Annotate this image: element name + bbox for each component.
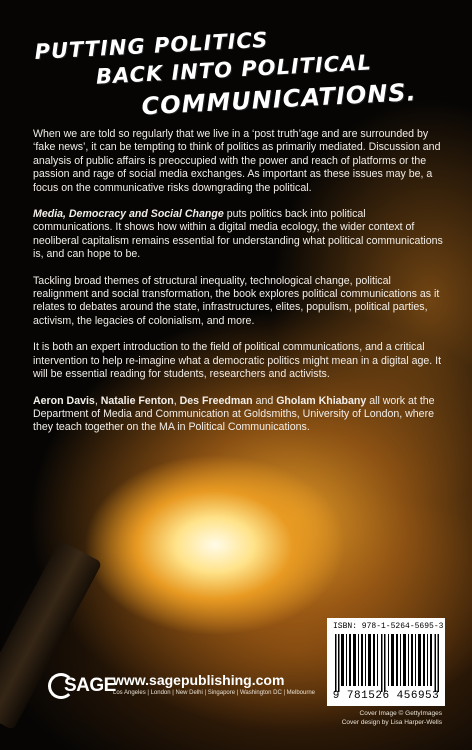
cover-credits (342, 709, 442, 727)
author-3: Des Freedman (179, 394, 253, 407)
sage-logo-text: SAGE (64, 675, 116, 696)
authors-bio: all work at the Department of Media and Communication at Goldsmiths, University of London, where they teach together on the MA in Political Communications. (33, 394, 435, 434)
blurb-paragraph-2-text: puts politics back into political communications. It shows how within a digital media ecology, the wider context of neoliberal capitalism remains essential for understanding what political communications is, and can hope to be. (33, 208, 443, 261)
isbn-label: ISBN: 978-1-5264-5695-3 (333, 622, 444, 631)
blurb-paragraph-5 (33, 395, 443, 435)
headline-line-2: BACK INTO POLITICAL (95, 50, 373, 89)
blurb-paragraph-4: It is both an expert introduction to the field of political communications, and a critical intervention to help re-imagine what a democratic politics might mean in a digital age. It will be essential reading for students, researchers and activists. (33, 341, 442, 381)
blurb (33, 128, 443, 448)
cover-image-credit: Cover Image © GettyImages (359, 710, 442, 717)
isbn-block (327, 618, 445, 706)
sage-logo (48, 673, 116, 699)
book-title: Media, Democracy and Social Change (33, 208, 224, 221)
flare-handle (0, 540, 102, 730)
cover-design-credit: Cover design by Lisa Harper-Wells (341, 719, 442, 726)
separator: and (252, 394, 277, 407)
author-2: Natalie Fenton (100, 394, 174, 407)
blurb-paragraph-2 (33, 208, 443, 262)
headline-line-1: PUTTING POLITICS (34, 27, 269, 64)
publisher-url: www.sagepublishing.com (113, 672, 285, 688)
author-1: Aeron Davis (33, 394, 95, 407)
publisher-cities: Los Angeles | London | New Delhi | Singapore | Washington DC | Melbourne (113, 690, 316, 696)
blurb-paragraph-1: When we are told so regularly that we live in a ‘post truth’age and are surrounded by ‘fake news’, it can be tempting to think of politics as primarily mediated. Discussion and analysis of public affairs is preoccupied with the power and reach of platforms or the passion and rage of social media exchanges. As important as these issues may be, a focus on the communicative risks downgrading the political. (33, 128, 441, 194)
barcode (335, 634, 439, 692)
blurb-paragraph-3: Tackling broad themes of structural inequality, technological change, political realignment and social transformation, the book explores political communications as it relates to debates around the state, infrastructures, elites, populism, political parties, activism, the legacies of colonialism, and more. (33, 274, 440, 327)
author-4: Gholam Khiabany (276, 394, 367, 407)
headline-line-3: COMMUNICATIONS. (140, 78, 418, 121)
separator: , (173, 394, 180, 407)
separator: , (94, 394, 101, 407)
isbn-digits: 9 781526 456953 (332, 690, 440, 702)
